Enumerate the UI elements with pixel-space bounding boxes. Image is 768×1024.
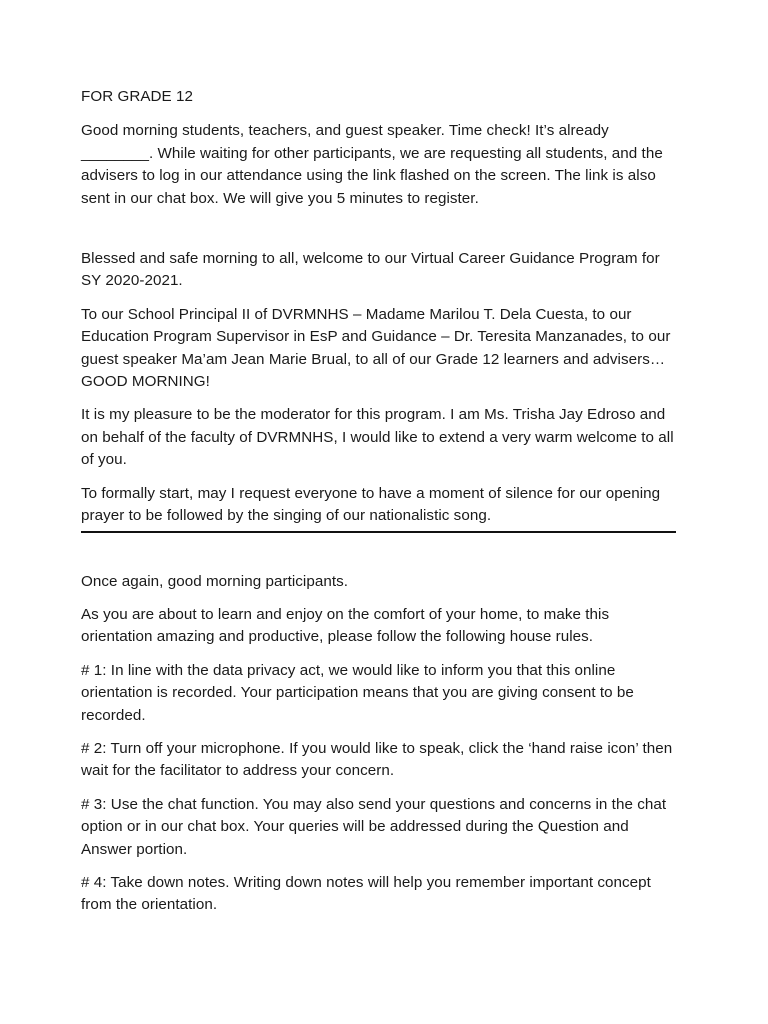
document-page bbox=[81, 86, 681, 917]
rule-item-3: # 3: Use the chat function. You may also send your questions and concerns in the chat option or in our chat box. Your queries will be addressed during the Question and Answer portion. bbox=[81, 795, 667, 858]
paragraph-time-check: Good morning students, teachers, and guest speaker. Time check! It’s already ________. While waiting for other participants, we are requesting all students, and the advisers to log in our attendance using the link flashed on the screen. The link is also sent in our chat box. We will give you 5 minutes to register. bbox=[81, 122, 663, 207]
rule-item-2: # 2: Turn off your microphone. If you would like to speak, click the ‘hand raise icon’ then wait for the facilitator to address your concern. bbox=[81, 739, 673, 780]
document-heading: FOR GRADE 12 bbox=[81, 88, 193, 105]
paragraph-greeting-again: Once again, good morning participants. bbox=[81, 572, 348, 590]
rule-item-1: # 1: In line with the data privacy act, we would like to inform you that this online orientation is recorded. Your participation means that you are giving consent to be recorded. bbox=[81, 661, 634, 724]
paragraph-welcome: Blessed and safe morning to all, welcome to our Virtual Career Guidance Program for SY 2020-2021. bbox=[81, 250, 660, 290]
paragraph-opening-prayer: To formally start, may I request everyone to have a moment of silence for our opening prayer to be followed by the singing of our nationalistic song. bbox=[81, 484, 661, 525]
paragraph-greetings: To our School Principal II of DVRMNHS – Madame Marilou T. Dela Cuesta, to our Education Program Supervisor in EsP and Guidance – Dr. Teresita Manzanades, to our guest speaker Ma’am Jean Marie Brual, to all of our Grade 12 learners and advisers… GOOD MORNING! bbox=[81, 305, 671, 391]
rule-item-4: # 4: Take down notes. Writing down notes will help you remember important concept from the orientation. bbox=[81, 873, 651, 914]
section-divider bbox=[81, 531, 676, 533]
paragraph-moderator-intro: It is my pleasure to be the moderator for this program. I am Ms. Trisha Jay Edroso and on behalf of the faculty of DVRMNHS, I would like to extend a very warm welcome to all of you. bbox=[81, 406, 674, 469]
paragraph-house-rules-intro: As you are about to learn and enjoy on the comfort of your home, to make this orientation amazing and productive, please follow the following house rules. bbox=[81, 605, 610, 646]
